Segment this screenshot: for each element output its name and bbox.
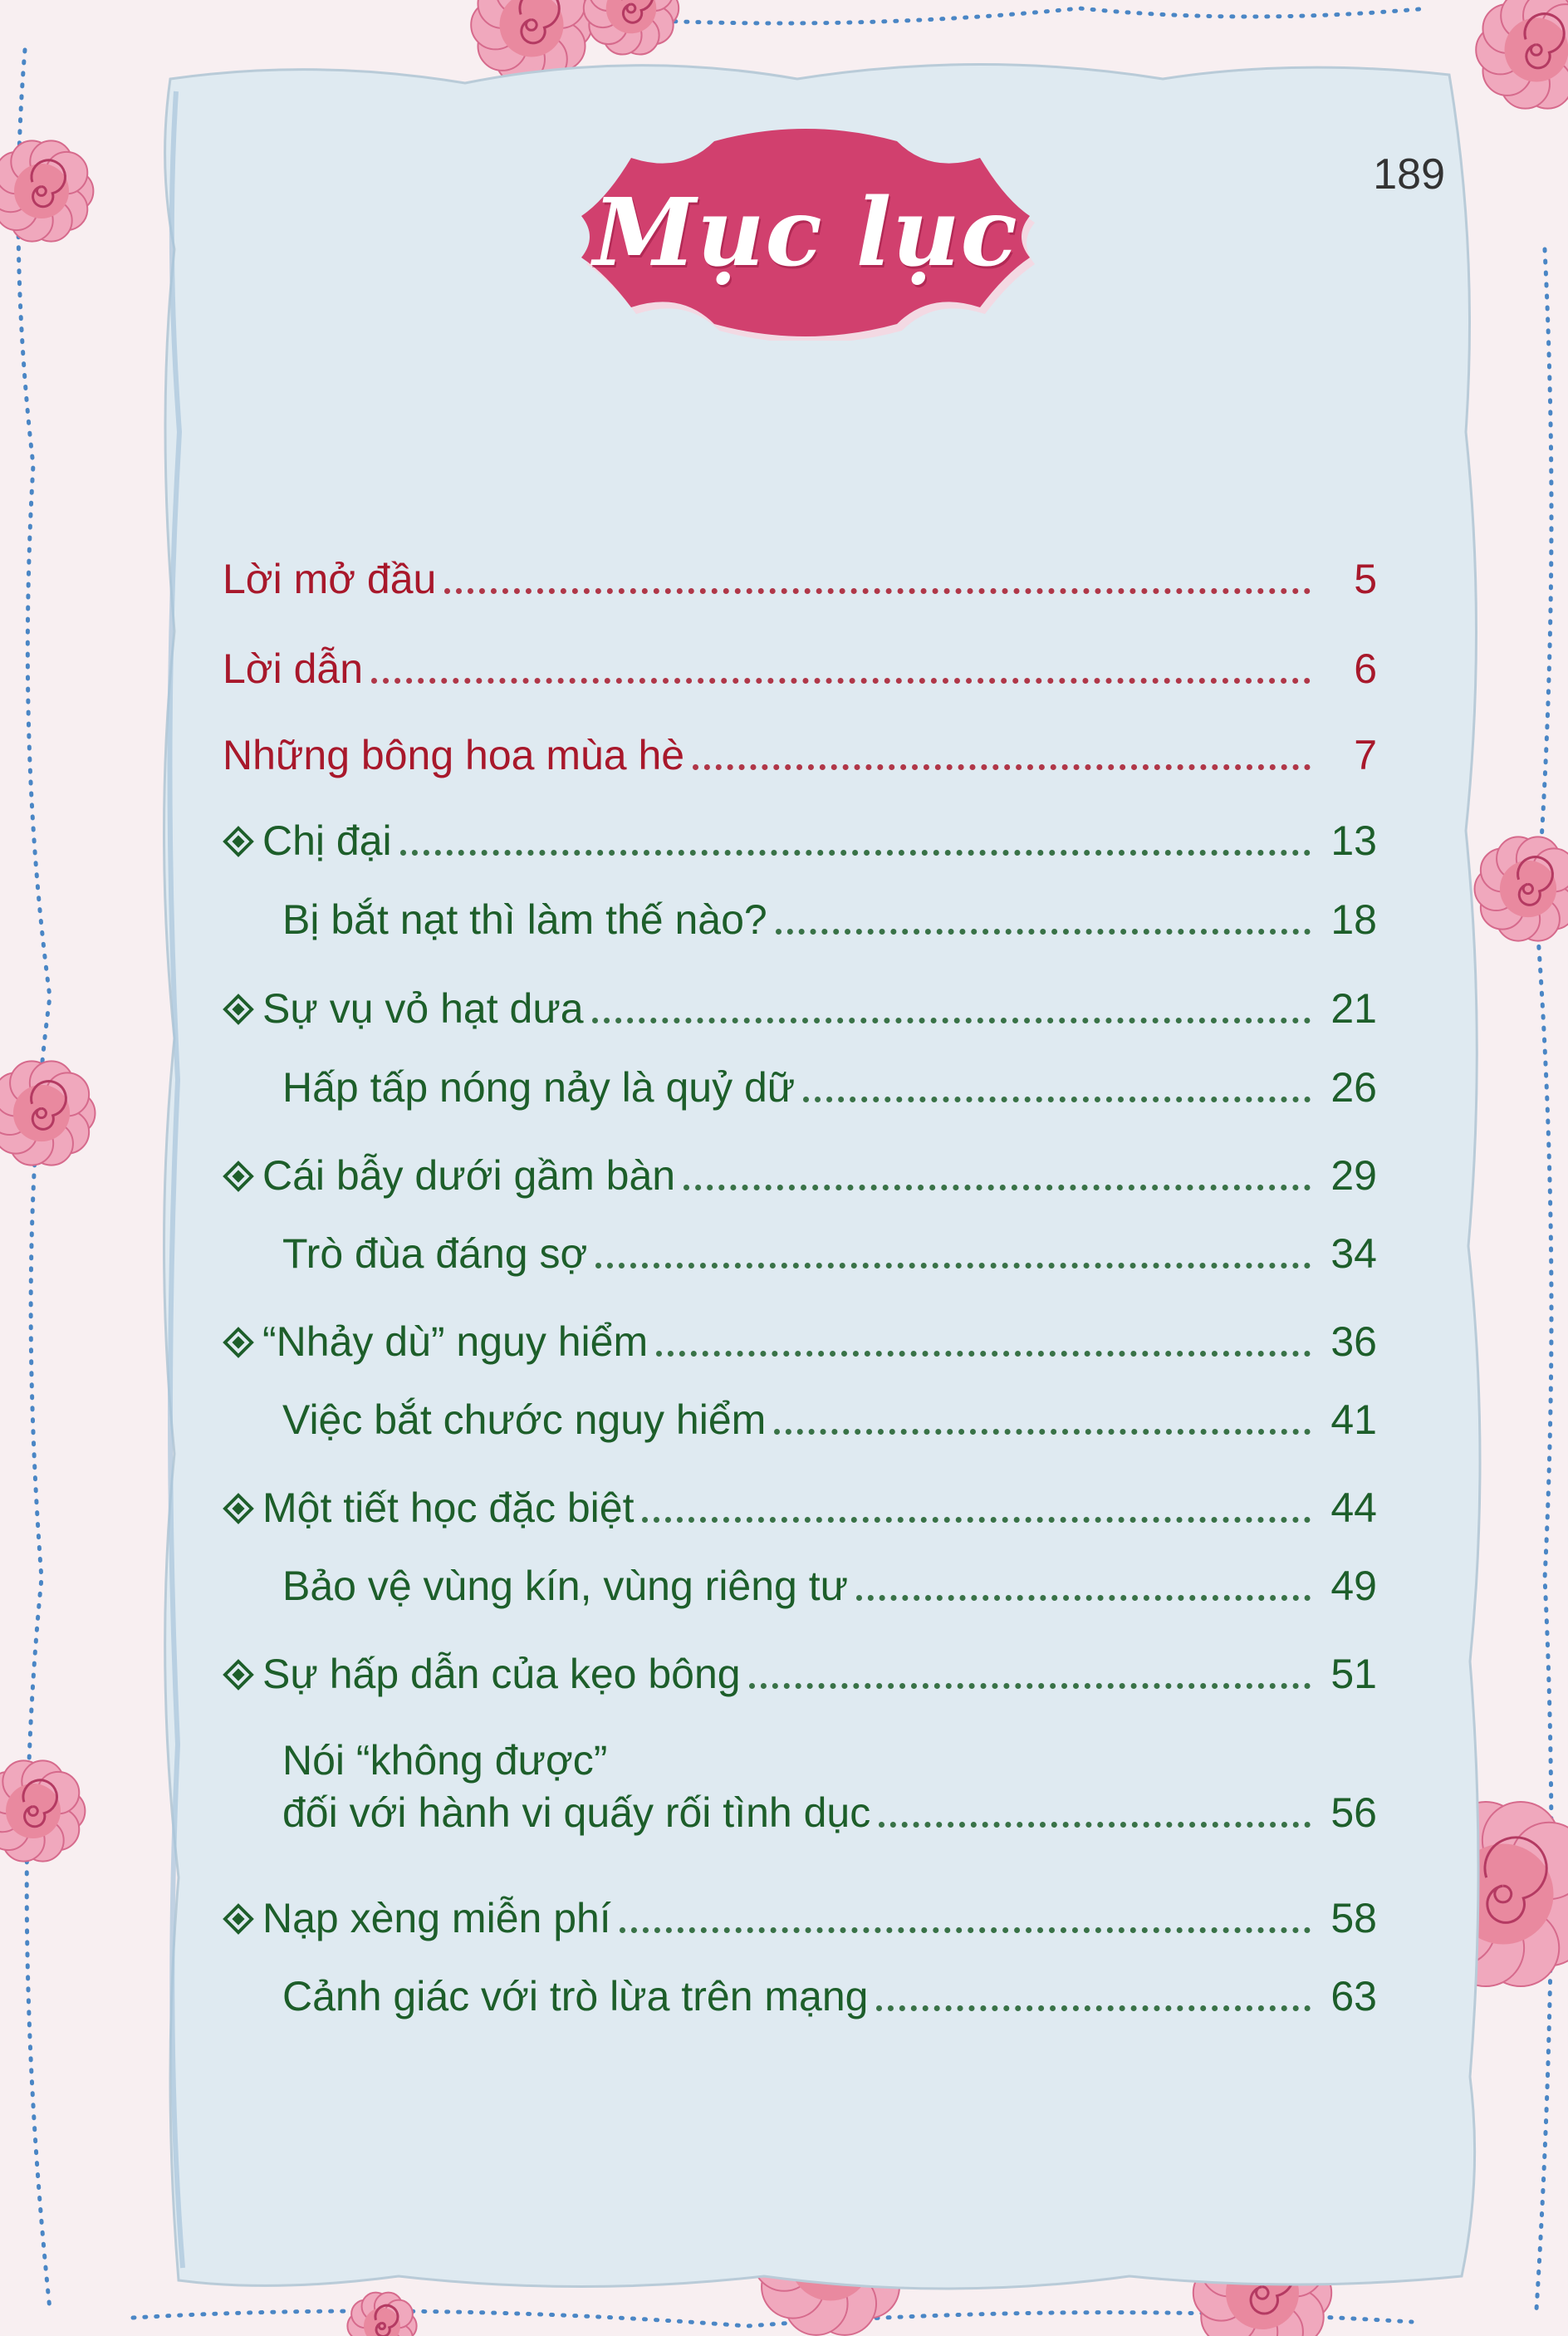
toc-entry (282, 1231, 1377, 1277)
toc-line (223, 1896, 1377, 1941)
toc-leader-dots (876, 2000, 1311, 2011)
toc-entry-page: 56 (1330, 1789, 1377, 1836)
toc-line (282, 1790, 1377, 1836)
diamond-bullet-icon (223, 1903, 262, 1941)
toc-entry-page: 18 (1330, 896, 1377, 943)
toc-line (223, 557, 1377, 602)
toc-entry-page: 36 (1330, 1318, 1377, 1365)
toc-leader-dots (656, 1346, 1311, 1357)
toc-entry (223, 1896, 1377, 1941)
toc-leader-dots (856, 1590, 1311, 1601)
toc-entry-page: 21 (1330, 985, 1377, 1032)
toc-line (223, 733, 1377, 778)
toc-entry-title: “Nhảy dù” nguy hiểm (262, 1318, 649, 1365)
toc-entry-title: Một tiết học đặc biệt (262, 1485, 635, 1531)
toc-entry (223, 1319, 1377, 1365)
toc-line (223, 1485, 1377, 1531)
toc-entry-title: Trò đùa đáng sợ (282, 1230, 588, 1277)
toc-entry-title: Cảnh giác với trò lừa trên mạng (282, 1973, 869, 2019)
toc-leader-dots (776, 924, 1311, 935)
toc-entry-page: 63 (1330, 1973, 1377, 2019)
diamond-bullet-icon (223, 1161, 262, 1199)
toc-entry (223, 557, 1377, 602)
toc-leader-dots (371, 673, 1311, 684)
toc-leader-dots (803, 1092, 1311, 1102)
toc-entry (282, 1738, 1377, 1836)
toc-entry-page: 49 (1330, 1563, 1377, 1609)
toc-entry-page: 51 (1330, 1651, 1377, 1697)
toc-entry-page: 26 (1330, 1064, 1377, 1111)
toc-entry-title: Sự vụ vỏ hạt dưa (262, 985, 584, 1032)
toc-entry-title: Bị bắt nạt thì làm thế nào? (282, 896, 767, 943)
toc-entry-page: 6 (1354, 645, 1377, 692)
toc-entry (223, 733, 1377, 778)
toc-entry-title: Hấp tấp nóng nảy là quỷ dữ (282, 1064, 796, 1111)
toc-line (223, 1651, 1377, 1697)
toc-entry-title: Sự hấp dẫn của kẹo bông (262, 1651, 741, 1697)
toc-entry-title: Lời mở đầu (223, 556, 437, 602)
toc-leader-dots (400, 845, 1311, 856)
toc-line (282, 1563, 1377, 1609)
page-number: 189 (1373, 150, 1445, 199)
toc-leader-dots (774, 1424, 1311, 1435)
toc-entry-page: 44 (1330, 1485, 1377, 1531)
toc-leader-dots (444, 583, 1311, 594)
toc-leader-dots (592, 1013, 1311, 1023)
page-title: Mục lục (593, 179, 1018, 287)
toc-leader-dots (693, 759, 1311, 770)
diamond-bullet-icon (223, 994, 262, 1032)
toc-leader-dots (879, 1817, 1311, 1828)
toc-entry-prefix: Nói “không được” (282, 1737, 608, 1784)
toc-entry (223, 986, 1377, 1032)
toc-entry-title: Lời dẫn (223, 645, 364, 692)
toc-line (223, 646, 1377, 692)
toc-line (282, 897, 1377, 943)
toc-leader-dots (749, 1678, 1311, 1689)
toc-line (223, 1153, 1377, 1199)
toc-entry-title: Bảo vệ vùng kín, vùng riêng tư (282, 1563, 849, 1609)
toc-entry-title: Nạp xèng miễn phí (262, 1895, 611, 1941)
toc-entry-title: Việc bắt chước nguy hiểm (282, 1396, 767, 1443)
toc-entry (223, 1485, 1377, 1531)
toc-leader-dots (684, 1180, 1311, 1190)
toc-line (282, 1397, 1377, 1443)
toc-line (282, 1065, 1377, 1111)
toc-leader-dots (595, 1258, 1311, 1269)
toc-entry (223, 818, 1377, 864)
toc-entry-page: 34 (1330, 1230, 1377, 1277)
toc-entry-title: đối với hành vi quấy rối tình dục (282, 1789, 871, 1836)
toc-line (223, 986, 1377, 1032)
toc-entry-page: 58 (1330, 1895, 1377, 1941)
toc-line (282, 1231, 1377, 1277)
toc-entry-page: 5 (1354, 556, 1377, 602)
diamond-bullet-icon (223, 1493, 262, 1531)
diamond-bullet-icon (223, 826, 262, 864)
toc-entry (282, 1563, 1377, 1609)
toc-entry-title: Những bông hoa mùa hè (223, 732, 685, 778)
toc-entry (223, 646, 1377, 692)
toc-line (223, 818, 1377, 864)
diamond-bullet-icon (223, 1327, 262, 1365)
toc-entry-page: 29 (1330, 1152, 1377, 1199)
toc-entry (282, 1974, 1377, 2019)
toc-line (282, 1974, 1377, 2019)
toc-entry (282, 1397, 1377, 1443)
toc-entry-page: 41 (1330, 1396, 1377, 1443)
toc-line (223, 1319, 1377, 1365)
toc-entry-page: 7 (1354, 732, 1377, 778)
toc-entry (223, 1651, 1377, 1697)
toc-entry (282, 1065, 1377, 1111)
diamond-bullet-icon (223, 1659, 262, 1697)
toc-entry-title: Cái bẫy dưới gầm bàn (262, 1152, 676, 1199)
toc-leader-dots (620, 1922, 1311, 1933)
toc-entry-title: Chị đại (262, 817, 392, 864)
toc-leader-dots (642, 1512, 1311, 1523)
toc-entry (282, 897, 1377, 943)
toc-entry-page: 13 (1330, 817, 1377, 864)
toc-entry (223, 1153, 1377, 1199)
